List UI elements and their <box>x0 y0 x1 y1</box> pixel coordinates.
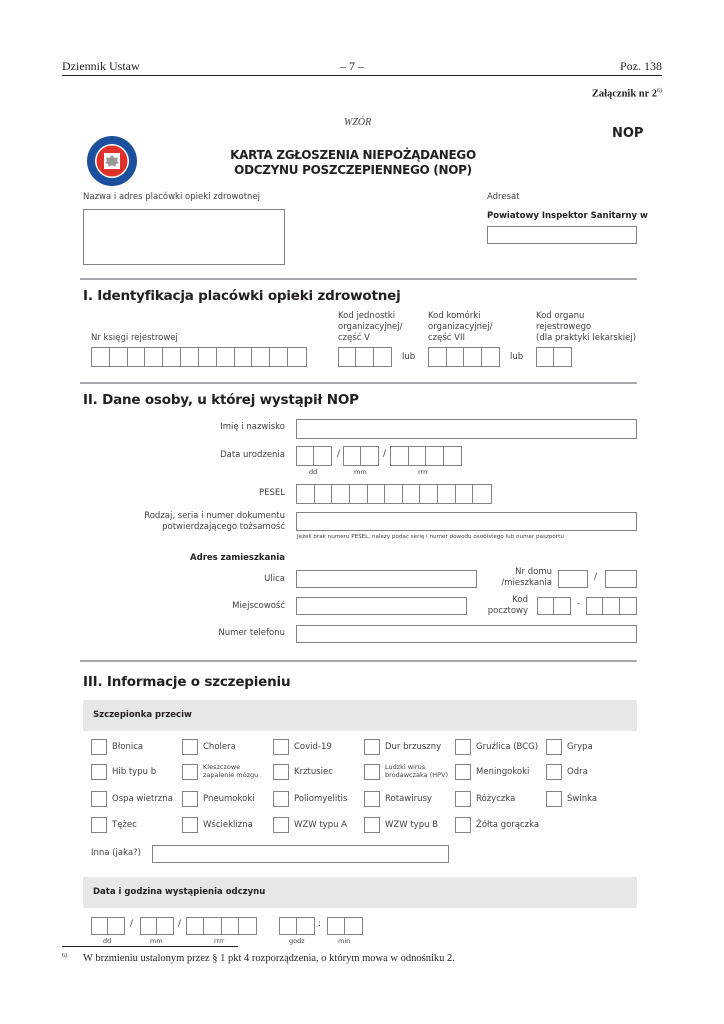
footnote-rule <box>62 946 238 947</box>
pis-logo-icon <box>86 135 138 187</box>
reaction-day-input[interactable] <box>91 917 125 935</box>
dob-day-input[interactable] <box>296 446 332 466</box>
document-hint: Jeżeli brak numeru PESEL, należy podać serię i numer dowodu osobistego lub numer paszportu <box>297 534 564 540</box>
section-divider <box>80 278 637 280</box>
organ-code-label: Kod organu rejestrowego (dla praktyki lekarskiej) <box>536 311 637 343</box>
template-label: WZÓR <box>344 117 372 128</box>
vaccine-label: Wścieklizna <box>203 820 253 830</box>
address-heading: Adres zamieszkania <box>190 553 285 563</box>
vaccine-checkbox[interactable] <box>91 739 107 755</box>
addressee-label: Adresat <box>487 192 520 202</box>
unit-code-label: Kod jednostki organizacyjnej/ część V <box>338 311 403 343</box>
phone-label: Numer telefonu <box>218 628 285 638</box>
other-vaccine-input[interactable] <box>152 845 449 863</box>
apartment-number-input[interactable] <box>605 570 637 588</box>
vaccine-label: Gruźlica (BCG) <box>476 742 539 752</box>
vaccine-checkbox[interactable] <box>182 764 198 780</box>
section-divider <box>80 382 637 384</box>
vaccine-checkbox[interactable] <box>182 739 198 755</box>
postal-code-suffix-input[interactable] <box>586 597 637 615</box>
separator: : <box>318 919 322 929</box>
dd-hint: dd <box>103 937 112 945</box>
cell-code-label: Kod komórki organizacyjnej/ część VII <box>428 311 493 343</box>
vaccine-checkbox[interactable] <box>455 817 471 833</box>
vaccine-checkbox[interactable] <box>364 764 380 780</box>
vaccine-checkbox[interactable] <box>546 764 562 780</box>
postal-code-prefix-input[interactable] <box>537 597 571 615</box>
section-divider <box>80 660 637 662</box>
phone-input[interactable] <box>296 625 637 643</box>
vaccine-label: Krztusiec <box>294 767 333 777</box>
vaccine-label: Różyczka <box>476 794 516 804</box>
vaccine-checkbox[interactable] <box>364 817 380 833</box>
dob-month-input[interactable] <box>343 446 379 466</box>
postal-code-label: Kod pocztowy <box>487 595 528 616</box>
vaccine-checkbox[interactable] <box>455 791 471 807</box>
vaccine-checkbox[interactable] <box>546 791 562 807</box>
date-band: Data i godzina wystąpienia odczynu <box>83 877 637 908</box>
vaccine-label: Tężec <box>112 820 137 830</box>
vaccine-label: Ludzki wirus brodawczaka (HPV) <box>385 763 449 779</box>
dob-year-input[interactable] <box>390 446 462 466</box>
vaccine-label: Meningokoki <box>476 767 530 777</box>
vaccine-label: Cholera <box>203 742 236 752</box>
vaccine-label: Kleszczowe zapalenie mózgu <box>203 763 259 779</box>
cell-code-input[interactable] <box>428 347 500 367</box>
footnote-mark: 6) <box>62 953 67 959</box>
vaccine-label: Ospa wietrzna <box>112 794 173 804</box>
addressee-sub: Powiatowy Inspektor Sanitarny w <box>487 211 648 221</box>
city-label: Miejscowość <box>232 601 285 611</box>
city-input[interactable] <box>296 597 467 615</box>
pesel-input[interactable] <box>296 484 492 504</box>
vaccine-checkbox[interactable] <box>91 791 107 807</box>
separator: / <box>178 919 182 929</box>
footnote-text: W brzmieniu ustalonym przez § 1 pkt 4 rozporządzenia, o którym mowa w odnośniku 2. <box>83 953 455 964</box>
vaccine-checkbox[interactable] <box>273 817 289 833</box>
section-3-title: III. Informacje o szczepieniu <box>83 674 291 690</box>
dd-hint: dd <box>309 468 318 476</box>
organ-code-input[interactable] <box>536 347 572 367</box>
mm-hint: mm <box>150 937 163 945</box>
reaction-minute-input[interactable] <box>327 917 363 935</box>
form-code: NOP <box>612 126 644 141</box>
separator: - <box>577 599 581 609</box>
or-label: lub <box>510 352 524 362</box>
document-input[interactable] <box>296 512 637 531</box>
journal-name: Dziennik Ustaw <box>62 59 140 73</box>
other-vaccine-label: Inna (jaka?) <box>91 848 141 858</box>
vaccine-label: Świnka <box>567 794 598 804</box>
document-label: Rodzaj, seria i numer dokumentu potwierdzającego tożsamość <box>144 511 285 532</box>
vaccine-checkbox[interactable] <box>455 764 471 780</box>
vaccine-checkbox[interactable] <box>91 764 107 780</box>
reaction-hour-input[interactable] <box>279 917 315 935</box>
vaccine-label: Żółta gorączka <box>476 820 540 830</box>
separator: / <box>594 572 598 582</box>
vaccine-label: Hib typu b <box>112 767 157 777</box>
dob-label: Data urodzenia <box>220 450 285 460</box>
street-input[interactable] <box>296 570 477 588</box>
separator: / <box>383 449 387 459</box>
vaccine-checkbox[interactable] <box>182 817 198 833</box>
vaccine-label: WZW typu A <box>294 820 347 830</box>
header-rule <box>62 75 662 76</box>
addressee-input[interactable] <box>487 226 637 244</box>
registry-label: Nr księgi rejestrowej <box>91 333 178 343</box>
name-input[interactable] <box>296 419 637 439</box>
minute-hint: min <box>338 937 351 945</box>
page-number: – 7 – <box>340 59 364 73</box>
facility-input[interactable] <box>83 209 285 265</box>
vaccine-label: Dur brzuszny <box>385 742 442 752</box>
reaction-year-input[interactable] <box>186 917 257 935</box>
vaccine-label: Covid-19 <box>294 742 332 752</box>
vaccine-label: WZW typu B <box>385 820 439 830</box>
vaccine-label: Grypa <box>567 742 593 752</box>
house-number-label: Nr domu /mieszkania <box>501 567 552 588</box>
vaccine-label: Poliomyelitis <box>294 794 348 804</box>
or-label: lub <box>402 352 416 362</box>
street-label: Ulica <box>264 574 285 584</box>
vaccine-checkbox[interactable] <box>273 739 289 755</box>
vaccine-checkbox[interactable] <box>182 791 198 807</box>
facility-label: Nazwa i adres placówki opieki zdrowotnej <box>83 192 261 202</box>
rrrr-hint: rrrr <box>214 937 225 945</box>
reaction-month-input[interactable] <box>140 917 174 935</box>
separator: / <box>130 919 134 929</box>
registry-number-input[interactable] <box>91 347 307 367</box>
name-label: Imię i nazwisko <box>220 422 285 432</box>
hour-hint: godz <box>289 937 305 945</box>
vaccine-label: Rotawirusy <box>385 794 432 804</box>
pesel-label: PESEL <box>259 488 285 498</box>
vaccine-checkbox[interactable] <box>455 739 471 755</box>
vaccine-checkbox[interactable] <box>364 791 380 807</box>
vaccine-label: Błonica <box>112 742 144 752</box>
vaccine-checkbox[interactable] <box>364 739 380 755</box>
mm-hint: mm <box>354 468 367 476</box>
vaccine-checkbox[interactable] <box>273 791 289 807</box>
section-2-title: II. Dane osoby, u której wystąpił NOP <box>83 392 359 408</box>
vaccine-checkbox[interactable] <box>546 739 562 755</box>
vaccine-checkbox[interactable] <box>91 817 107 833</box>
unit-code-input[interactable] <box>338 347 392 367</box>
section-1-title: I. Identyfikacja placówki opieki zdrowotnej <box>83 288 401 304</box>
separator: / <box>337 449 341 459</box>
vaccine-checkbox[interactable] <box>273 764 289 780</box>
rrrr-hint: rrrr <box>418 468 429 476</box>
vaccine-band: Szczepionka przeciw <box>83 700 637 731</box>
house-number-input[interactable] <box>558 570 588 588</box>
form-title: KARTA ZGŁOSZENIA NIEPOŻĄDANEGO ODCZYNU POSZCZEPIENNEGO (NOP) <box>230 148 476 177</box>
annex-label: Załącznik nr 2$^{6)}$ <box>591 88 662 100</box>
vaccine-label: Odra <box>567 767 588 777</box>
position-number: Poz. 138 <box>620 59 662 73</box>
vaccine-label: Pneumokoki <box>203 794 255 804</box>
